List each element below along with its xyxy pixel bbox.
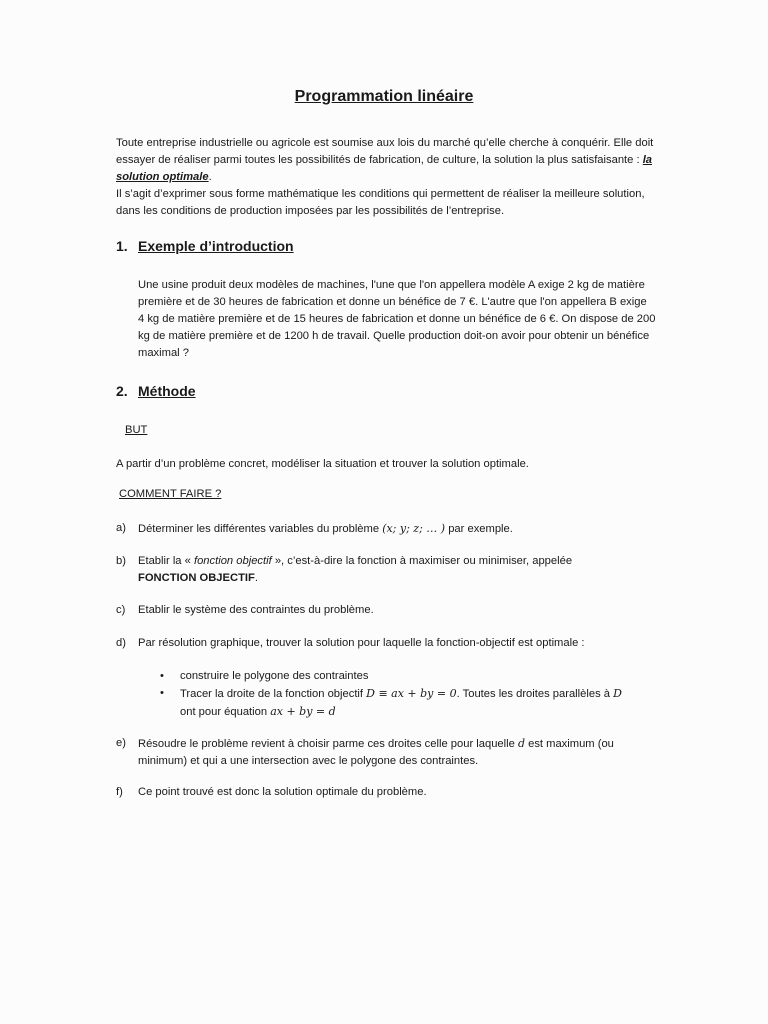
- step-d: d) Par résolution graphique, trouver la solution pour laquelle la fonction-objectif est optimale :: [116, 637, 585, 649]
- section-1-heading: 1. Exemple d’introduction: [116, 238, 294, 254]
- section-2-heading: 2. Méthode: [116, 383, 196, 399]
- how-label: COMMENT FAIRE ?: [119, 488, 222, 500]
- goal-paragraph: A partir d’un problème concret, modéliser la situation et trouver la solution optimale.: [116, 458, 529, 470]
- bullet-icon: •: [160, 670, 164, 682]
- step-f: f) Ce point trouvé est donc la solution optimale du problème.: [116, 786, 427, 798]
- intro-paragraph: Toute entreprise industrielle ou agricole est soumise aux lois du marché qu’elle cherche à conquérir. Elle doit essayer de réaliser parmi toutes les possibilités de fabrication, de culture, la solution la plus satisfaisante : la solution optimale. Il s’agit d’exprimer sous forme mathématique les conditions qui permettent de réaliser la meilleure solution, dans les conditions de production imposées par les possibilités de l’entreprise.: [116, 137, 654, 217]
- step-e: e) Résoudre le problème revient à choisir parme ces droites celle pour laquelle d est maximum (ou minimum) et qui a une intersection avec le polygone des contraintes.: [116, 737, 614, 767]
- step-a: a) Déterminer les différentes variables du problème (x; y; z; … ) par exemple.: [116, 522, 513, 535]
- bullet-item: • Tracer la droite de la fonction objectif D ≡ ax + by = 0. Toutes les droites parallèles à D ont pour équation ax + by = d: [160, 687, 622, 718]
- step-b: b) Etablir la « fonction objectif », c’est-à-dire la fonction à maximiser ou minimiser, appelée FONCTION OBJECTIF.: [116, 555, 573, 584]
- bullet-icon: •: [160, 687, 164, 699]
- example-paragraph: Une usine produit deux modèles de machines, l'une que l'on appellera modèle A exige 2 kg de matière première et de 30 heures de fabrication et donne un bénéfice de 7 €. L'autre que l'on appellera B exige 4 kg de matière première et de 15 heures de fabrication et donne un bénéfice de 6 €. On dispose de 200 kg de matière première et de 1200 h de travail. Quelle production doit-on avoir pour obtenir un bénéfice maximal ?: [138, 279, 656, 359]
- but-label: BUT: [125, 424, 148, 436]
- step-c: c) Etablir le système des contraintes du problème.: [116, 604, 374, 616]
- emphasis-text: la solution optimale: [116, 154, 653, 183]
- page-title: Programmation linéaire: [294, 88, 474, 105]
- bullet-item: • construire le polygone des contraintes: [160, 668, 660, 685]
